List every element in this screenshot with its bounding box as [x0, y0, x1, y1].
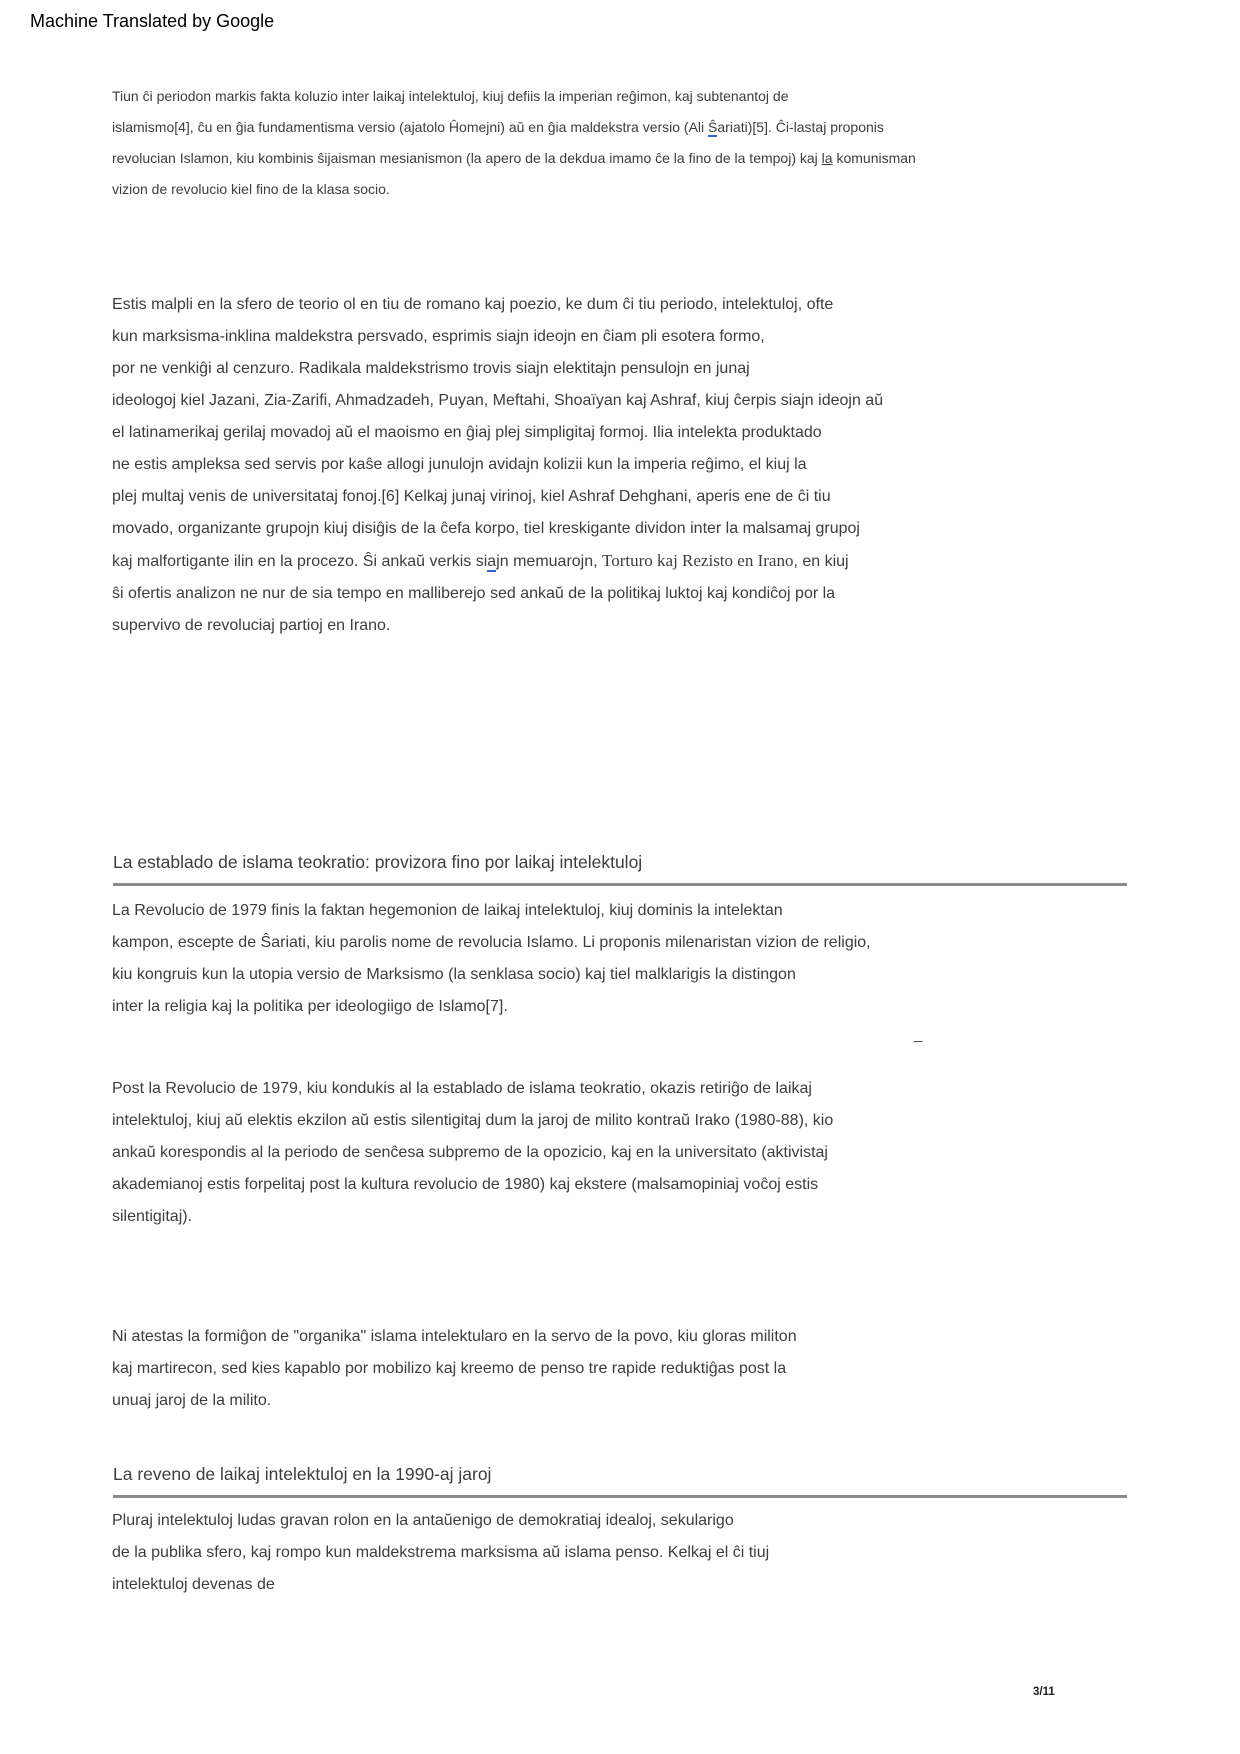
heading-return-1990s: La reveno de laikaj intelektuloj en la 1990-aj jaroj: [113, 1464, 492, 1484]
machine-translated-banner: Machine Translated by Google: [30, 11, 275, 31]
text-segment: komunisman: [832, 150, 916, 166]
text-line: kiu kongruis kun la utopia versio de Marksismo (la senklasa socio) kaj tiel malklarigis la distingon: [112, 966, 796, 983]
text-line: [112, 143, 916, 174]
siajn-link-fragment[interactable]: a: [487, 553, 497, 570]
heading-islamic-theocracy: La establado de islama teokratio: provizora fino por laikaj intelektuloj: [113, 852, 643, 872]
text-line: kampon, escepte de Ŝariati, kiu parolis nome de revolucia Islamo. Li proponis milenaristan vizion de religio,: [112, 934, 871, 951]
text-line: intelektuloj, kiuj aŭ elektis ekzilon aŭ estis silentigitaj dum la jaroj de milito kontraŭ Irako (1980-88), kio: [112, 1112, 834, 1129]
text-segment: , en kiuj: [793, 553, 849, 570]
text-line: kaj martirecon, sed kies kapablo por mobilizo kaj kreemo de penso tre rapide reduktiĝas post la: [112, 1360, 787, 1377]
text-line: unuaj jaroj de la milito.: [112, 1392, 272, 1409]
heading-rule: [113, 1495, 1127, 1498]
text-line: ankaŭ korespondis al la periodo de senĉesa subpremo de la opozicio, kaj en la universitato (aktivistaj: [112, 1144, 828, 1161]
paragraph-1990s-return: [112, 1505, 769, 1601]
text-segment: jn memuarojn,: [496, 553, 603, 570]
text-line: Ni atestas la formiĝon de "organika" islama intelektularo en la servo de la povo, kiu gloras militon: [112, 1328, 797, 1345]
text-line: el latinamerikaj gerilaj movadoj aŭ el maoismo en ĝiaj plej simpligitaj formoj. Ilia intelekta produktado: [112, 424, 822, 441]
text-line: Post la Revolucio de 1979, kiu kondukis al la establado de islama teokratio, okazis retiriĝo de laikaj: [112, 1080, 812, 1097]
text-line: intelektuloj devenas de: [112, 1576, 275, 1593]
text-line: Pluraj intelektuloj ludas gravan rolon en la antaŭenigo de demokratiaj idealoj, sekularigo: [112, 1512, 734, 1529]
paragraph-collusion: [112, 81, 916, 205]
text-line: supervivo de revoluciaj partioj en Irano.: [112, 617, 391, 634]
text-line: de la publika sfero, kaj rompo kun maldekstrema marksisma aŭ islama penso. Kelkaj el ĉi tiuj: [112, 1544, 770, 1561]
text-line: movado, organizante grupojn kiuj disiĝis de la ĉefa korpo, tiel kreskigante dividon inter la malsamaj grupoj: [112, 520, 860, 537]
la-link[interactable]: la: [821, 150, 833, 166]
text-segment: ariati)[5]. Ĉi-lastaj proponis: [717, 119, 884, 135]
book-title-torturo-kaj-rezisto: Torturo kaj Rezisto en Irano: [602, 551, 794, 570]
text-line: ŝi ofertis analizon ne nur de sia tempo en malliberejo sed ankaŭ de la politikaj luktoj kaj kondiĉoj por la: [112, 585, 836, 602]
text-line: akademianoj estis forpelitaj post la kultura revolucio de 1980) kaj ekstere (malsamopiniaj voĉoj estis: [112, 1176, 819, 1193]
text-segment: islamismo[4], ĉu en ĝia fundamentisma versio (ajatolo Ĥomejni) aŭ en ĝia maldekstra versio (Ali: [112, 119, 709, 135]
text-segment: revolucian Islamon, kiu kombinis ŝijaisman mesianismon (la apero de la dekdua imamo ĉe la fino de la tempoj) kaj: [112, 150, 822, 166]
text-line: [112, 112, 916, 143]
text-line: Estis malpli en la sfero de teorio ol en tiu de romano kaj poezio, ke dum ĉi tiu periodo, intelektuloj, ofte: [112, 296, 834, 313]
paragraph-organic-intellectuals: [112, 1321, 797, 1417]
text-line: por ne venkiĝi al cenzuro. Radikala maldekstrismo trovis siajn elektitajn pensulojn en junaj: [112, 360, 750, 377]
text-line: vizion de revolucio kiel fino de la klasa socio.: [112, 181, 390, 197]
paragraph-1979-revolution: [112, 895, 871, 1023]
heading-rule: [113, 883, 1127, 886]
text-line: inter la religia kaj la politika per ideologiigo de Islamo[7].: [112, 998, 508, 1015]
text-line: kun marksisma-inklina maldekstra persvado, esprimis siajn ideojn en ĉiam pli esotera formo,: [112, 328, 765, 345]
shariati-link[interactable]: Ŝ: [708, 119, 718, 135]
paragraph-theory-poetry: [112, 289, 883, 642]
text-line: silentigitaj).: [112, 1208, 193, 1225]
text-line: ne estis ampleksa sed servis por kaŝe allogi junulojn avidajn kolizii kun la imperia reĝimo, el kiuj la: [112, 456, 807, 473]
text-line: La Revolucio de 1979 finis la faktan hegemonion de laikaj intelektuloj, kiuj dominis la intelektan: [112, 902, 783, 919]
text-line: ideologoj kiel Jazani, Zia-Zarifi, Ahmadzadeh, Puyan, Meftahi, Shoaïyan kaj Ashraf, kiuj ĉerpis siajn ideojn aŭ: [112, 392, 884, 409]
page-number: 3/11: [1033, 1686, 1055, 1698]
text-segment: kaj malfortigante ilin en la procezo. Ŝi ankaŭ verkis si: [112, 553, 488, 570]
text-line: Tiun ĉi periodon markis fakta koluzio inter laikaj intelektuloj, kiuj defiis la imperian reĝimon, kaj subtenantoj de: [112, 88, 789, 104]
paragraph-post-revolution: [112, 1073, 833, 1233]
text-line: plej multaj venis de universitataj fonoj.[6] Kelkaj junaj virinoj, kiel Ashraf Dehghani, aperis ene de ĉi tiu: [112, 488, 831, 505]
stray-underscore-mark: _: [914, 1026, 923, 1043]
text-line: [112, 545, 883, 578]
